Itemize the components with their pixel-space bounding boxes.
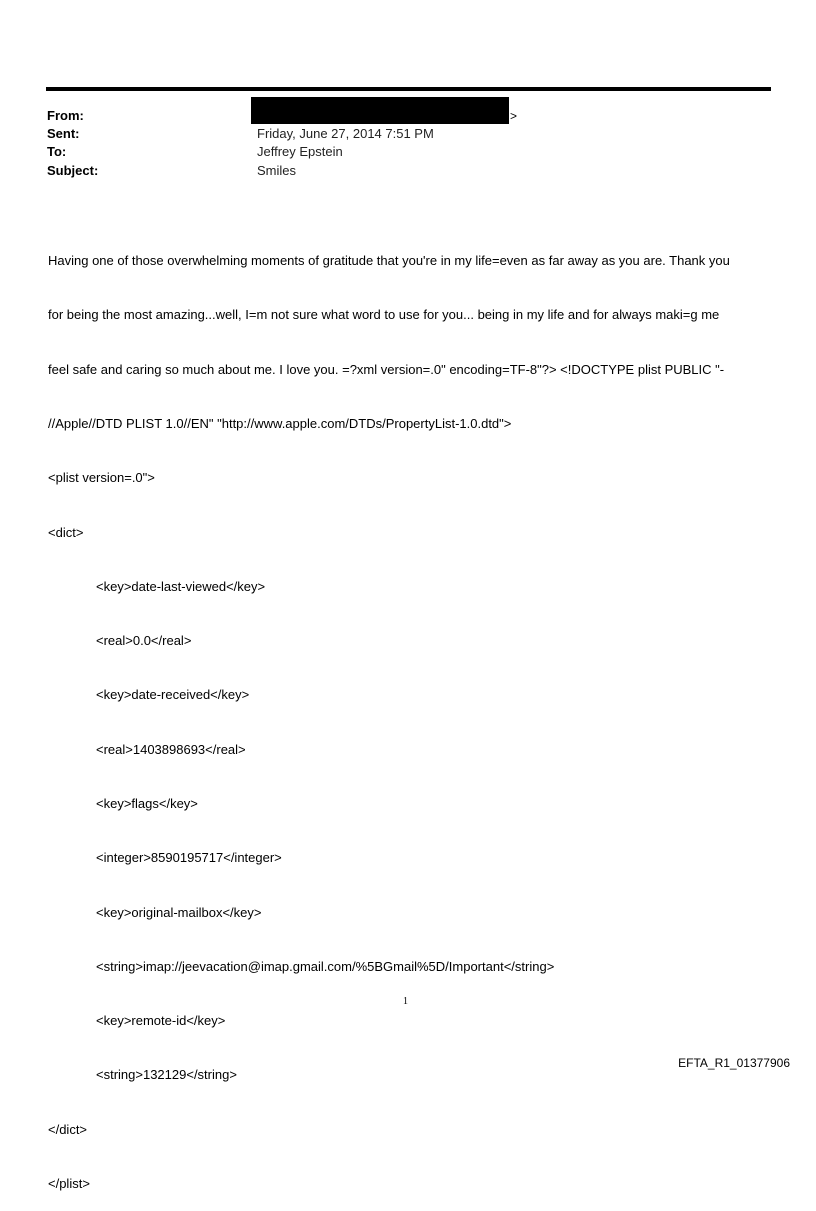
body-line: <dict> [48, 524, 84, 540]
page-number: 1 [403, 996, 408, 1007]
closing-line: </dict> [48, 1121, 88, 1137]
sent-value: Friday, June 27, 2014 7:51 PM [257, 126, 434, 141]
header-divider-rule [46, 87, 771, 91]
dict-line: <real>1403898693</real> [96, 741, 246, 757]
closing-line: </plist> [48, 1175, 90, 1191]
bates-number: EFTA_R1_01377906 [678, 1056, 790, 1070]
subject-value: Smiles [257, 163, 297, 178]
body-line: //Apple//DTD PLIST 1.0//EN" "http://www.apple.com/DTDs/PropertyList-1.0.dtd"> [48, 416, 512, 432]
to-value: Jeffrey Epstein [257, 144, 343, 159]
dict-line: <key>flags</key> [96, 796, 198, 811]
body-line: feel safe and caring so much about me. I love you. =?xml version=.0" encoding=TF-8"?> <!DOCTYPE plist PUBLIC "- [48, 361, 725, 377]
dict-line: <key>remote-id</key> [96, 1013, 226, 1029]
dict-line: <key>date-last-viewed</key> [96, 578, 266, 594]
email-body [48, 216, 763, 1211]
dict-line: <integer>8590195717</integer> [96, 850, 282, 866]
to-label: To: [47, 144, 67, 159]
sent-label: Sent: [47, 126, 80, 141]
dict-line: <key>date-received</key> [96, 687, 250, 703]
body-line: for being the most amazing...well, I=m not sure what word to use for you... being in my life and for always maki=g me [48, 307, 720, 323]
dict-line: <string>132129</string> [96, 1067, 237, 1083]
redacted-sender-block [251, 97, 509, 124]
from-label: From: [47, 108, 84, 123]
dict-line: <string>imap://jeevacation@imap.gmail.com/%5BGmail%5D/Important</string> [96, 958, 555, 974]
from-value-tail: > [510, 109, 518, 123]
dict-line: <key>original-mailbox</key> [96, 904, 262, 920]
body-line: Having one of those overwhelming moments of gratitude that you're in my life=even as far away as you are. Thank you [48, 253, 730, 269]
dict-line: <real>0.0</real> [96, 633, 192, 649]
subject-label: Subject: [47, 163, 99, 178]
body-line: <plist version=.0"> [48, 470, 155, 486]
